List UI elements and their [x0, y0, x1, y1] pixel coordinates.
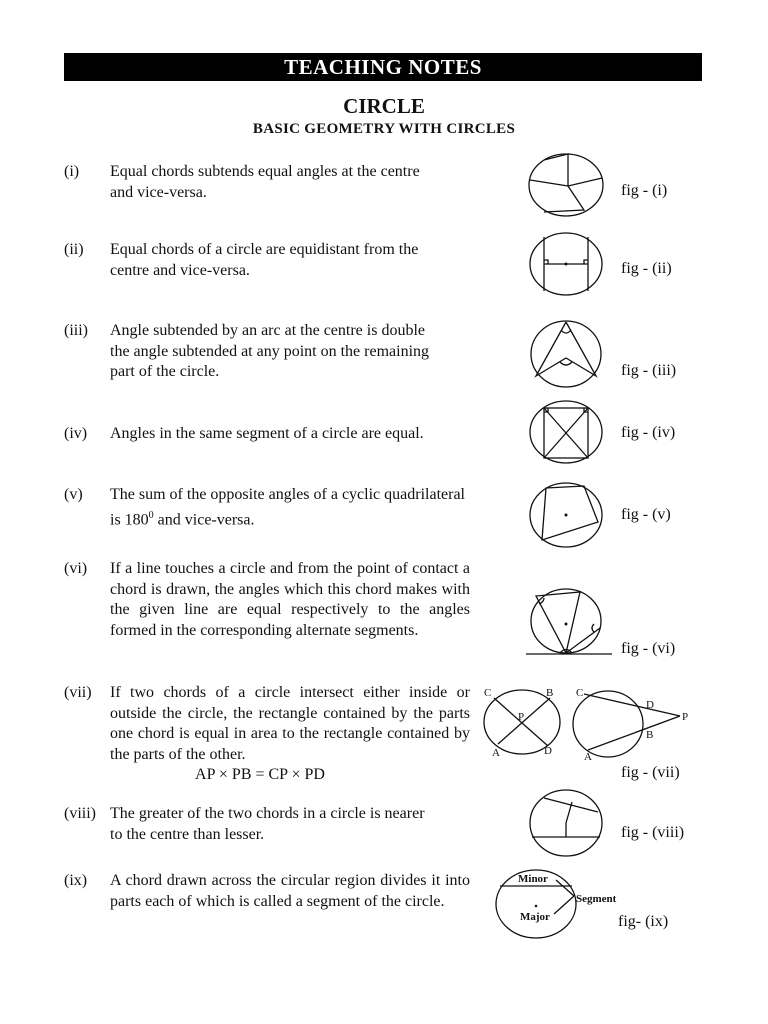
point-label-p: P	[518, 711, 525, 723]
item-number: (iii)	[64, 322, 88, 339]
point-label-a: A	[584, 751, 592, 763]
major-segment-label: Major	[520, 911, 550, 923]
fig-iii-diagram	[526, 316, 606, 390]
item-number: (vi)	[64, 560, 88, 577]
fig-label: fig - (iii)	[621, 362, 677, 379]
fig-label: fig - (iv)	[621, 424, 676, 441]
item-text: The greater of the two chords in a circle is nearer to the centre than lesser.	[110, 805, 425, 843]
fig-label: fig- (ix)	[618, 913, 669, 930]
minor-segment-label: Minor	[518, 873, 548, 885]
point-label-b: B	[646, 729, 654, 741]
fig-viii-diagram	[526, 787, 606, 859]
fig-i-diagram	[524, 150, 608, 220]
page-title: CIRCLE	[343, 94, 425, 118]
item-number: (viii)	[64, 805, 96, 822]
page-subtitle: BASIC GEOMETRY WITH CIRCLES	[252, 121, 516, 137]
fig-vii-diagram	[480, 684, 692, 764]
point-label-c: C	[576, 687, 584, 699]
item-text: Angles in the same segment of a circle are equal.	[110, 425, 424, 442]
fig-label: fig - (viii)	[621, 824, 685, 841]
fig-iv-diagram	[526, 398, 606, 468]
item-text: If two chords of a circle intersect either inside or outside the circle, the rectangle contained by the parts one chord is equal in area to the rectangle contained by the parts of the other.	[110, 684, 470, 763]
item-number: (vii)	[64, 684, 92, 701]
item-text: If a line touches a circle and from the point of contact a chord is drawn, the angles which this chord makes with the given line are equal respectively to the angles formed in the corresponding alternate segments.	[110, 560, 470, 639]
point-label-d: D	[646, 699, 654, 711]
item-number: (ii)	[64, 241, 84, 258]
point-label-a: A	[492, 747, 500, 759]
formula: AP × PB = CP × PD	[195, 766, 325, 783]
item-text: A chord drawn across the circular region divides it into parts each of which is called a segment of the circle.	[110, 872, 470, 910]
fig-ii-diagram	[526, 228, 606, 298]
fig-label: fig - (vii)	[621, 764, 680, 781]
fig-label: fig - (vi)	[621, 640, 676, 657]
item-text: Equal chords subtends equal angles at the centre and vice-versa.	[110, 163, 420, 201]
point-label-c: C	[484, 687, 492, 699]
item-text: Equal chords of a circle are equidistant from the centre and vice-versa.	[110, 241, 419, 279]
header-bar: TEACHING NOTES	[64, 53, 702, 81]
item-number: (v)	[64, 486, 83, 503]
item-text: The sum of the opposite angles of a cyclic quadrilateral is $180^0$ and vice-versa.	[110, 486, 465, 528]
point-label-d: D	[544, 745, 552, 757]
fig-label: fig - (v)	[621, 506, 671, 523]
fig-label: fig - (ii)	[621, 260, 672, 277]
segment-label: Segment	[576, 893, 617, 905]
fig-vi-diagram	[524, 588, 616, 658]
item-number: (i)	[64, 163, 80, 180]
item-number: (ix)	[64, 872, 88, 889]
item-text: Angle subtended by an arc at the centre is double the angle subtended at any point on the remaining part of the circle.	[110, 322, 430, 380]
fig-label: fig - (i)	[621, 182, 668, 199]
fig-ix-diagram	[492, 866, 622, 942]
point-label-b: B	[546, 687, 554, 699]
point-label-p: P	[682, 711, 689, 723]
item-number: (iv)	[64, 425, 88, 442]
fig-v-diagram	[526, 480, 606, 550]
